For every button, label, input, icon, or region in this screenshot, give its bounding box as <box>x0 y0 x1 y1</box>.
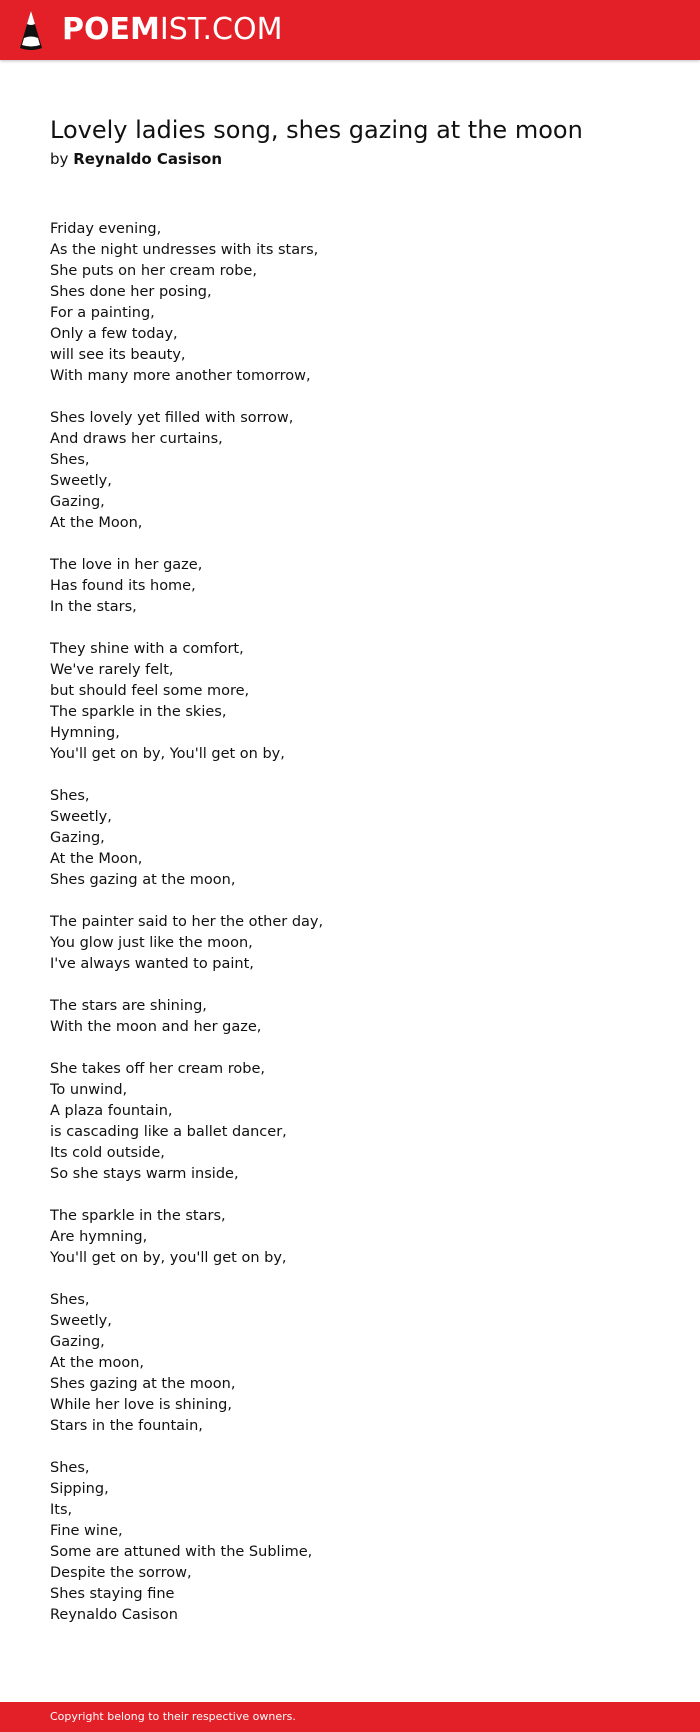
poem-line: To unwind, <box>50 1082 128 1098</box>
poem-line: For a painting, <box>50 305 155 321</box>
site-header <box>0 0 700 60</box>
site-logo[interactable] <box>62 11 282 49</box>
poem-stanza <box>50 408 650 534</box>
poem-line: With the moon and her gaze, <box>50 1019 262 1035</box>
poem-stanza <box>50 912 650 975</box>
poem-line: Stars in the fountain, <box>50 1418 203 1434</box>
poem-line: Hymning, <box>50 725 120 741</box>
poem-line: Sweetly, <box>50 809 112 825</box>
poem-line: Gazing, <box>50 830 105 846</box>
poem-line: A plaza fountain, <box>50 1103 173 1119</box>
poem-line: Has found its home, <box>50 578 196 594</box>
poem-byline <box>50 148 222 170</box>
poem-line: Shes done her posing, <box>50 284 212 300</box>
poem-line: Fine wine, <box>50 1523 123 1539</box>
poem-stanza <box>50 1206 650 1269</box>
poem-line: She takes off her cream robe, <box>50 1061 266 1077</box>
poem-title: Lovely ladies song, shes gazing at the moon <box>50 116 583 144</box>
poem-stanza <box>50 1290 650 1437</box>
poem-line: I've always wanted to paint, <box>50 956 254 972</box>
poem-line: The love in her gaze, <box>50 557 203 573</box>
poem-line: Shes, <box>50 452 90 468</box>
poem-line: She puts on her cream robe, <box>50 263 257 279</box>
poem-stanza <box>50 219 650 387</box>
poem-line: Despite the sorrow, <box>50 1565 192 1581</box>
poem-line: Shes, <box>50 1292 90 1308</box>
poem-line: Only a few today, <box>50 326 178 342</box>
poem-line: Its, <box>50 1502 73 1518</box>
poem-line: We've rarely felt, <box>50 662 174 678</box>
poem-line: So she stays warm inside, <box>50 1166 239 1182</box>
by-label: by <box>50 150 69 168</box>
logo-light-text: IST.COM <box>159 12 283 47</box>
poem-stanza <box>50 555 650 618</box>
poem-line: Reynaldo Casison <box>50 1607 178 1623</box>
poem-line: Its cold outside, <box>50 1145 165 1161</box>
poem-line: but should feel some more, <box>50 683 250 699</box>
poem-line: The stars are shining, <box>50 998 207 1014</box>
poem-line: The painter said to her the other day, <box>50 914 324 930</box>
poem-line: You'll get on by, you'll get on by, <box>50 1250 287 1266</box>
poem-line: Gazing, <box>50 1334 105 1350</box>
poem-stanza <box>50 1059 650 1185</box>
poem-stanza <box>50 1458 650 1626</box>
poem-line: At the Moon, <box>50 515 143 531</box>
poem-line: While her love is shining, <box>50 1397 232 1413</box>
poem-line: Shes lovely yet filled with sorrow, <box>50 410 294 426</box>
poem-line: Sipping, <box>50 1481 109 1497</box>
poem-line: Shes, <box>50 1460 90 1476</box>
poem-stanza <box>50 639 650 765</box>
poem-line: Shes, <box>50 788 90 804</box>
poem-line: And draws her curtains, <box>50 431 223 447</box>
poem-stanza <box>50 786 650 891</box>
poem-line: The sparkle in the stars, <box>50 1208 226 1224</box>
poem-line: Sweetly, <box>50 473 112 489</box>
poem-line: Are hymning, <box>50 1229 148 1245</box>
poem-line: With many more another tomorrow, <box>50 368 311 384</box>
poem-line: At the Moon, <box>50 851 143 867</box>
poem-line: You glow just like the moon, <box>50 935 253 951</box>
poem-line: Shes gazing at the moon, <box>50 1376 236 1392</box>
poem-stanza <box>50 996 650 1038</box>
poem-line: They shine with a comfort, <box>50 641 244 657</box>
pencil-logo-icon[interactable] <box>18 10 44 52</box>
poem-line: Sweetly, <box>50 1313 112 1329</box>
poem-line: will see its beauty, <box>50 347 186 363</box>
poem-line: Some are attuned with the Sublime, <box>50 1544 313 1560</box>
copyright-text: Copyright belong to their respective owners. <box>50 1710 296 1723</box>
poem-line: In the stars, <box>50 599 137 615</box>
poem-line: Gazing, <box>50 494 105 510</box>
logo-bold-text: POEM <box>62 12 160 47</box>
poem-line: You'll get on by, You'll get on by, <box>50 746 285 762</box>
poem-line: Shes staying fine <box>50 1586 175 1602</box>
poem-line: As the night undresses with its stars, <box>50 242 319 258</box>
poem-line: The sparkle in the skies, <box>50 704 227 720</box>
poem-line: is cascading like a ballet dancer, <box>50 1124 287 1140</box>
poem-body <box>50 219 650 1647</box>
poem-line: At the moon, <box>50 1355 145 1371</box>
poem-author: Reynaldo Casison <box>73 150 223 168</box>
poem-line: Friday evening, <box>50 221 162 237</box>
poem-line: Shes gazing at the moon, <box>50 872 236 888</box>
site-footer <box>0 1702 700 1732</box>
